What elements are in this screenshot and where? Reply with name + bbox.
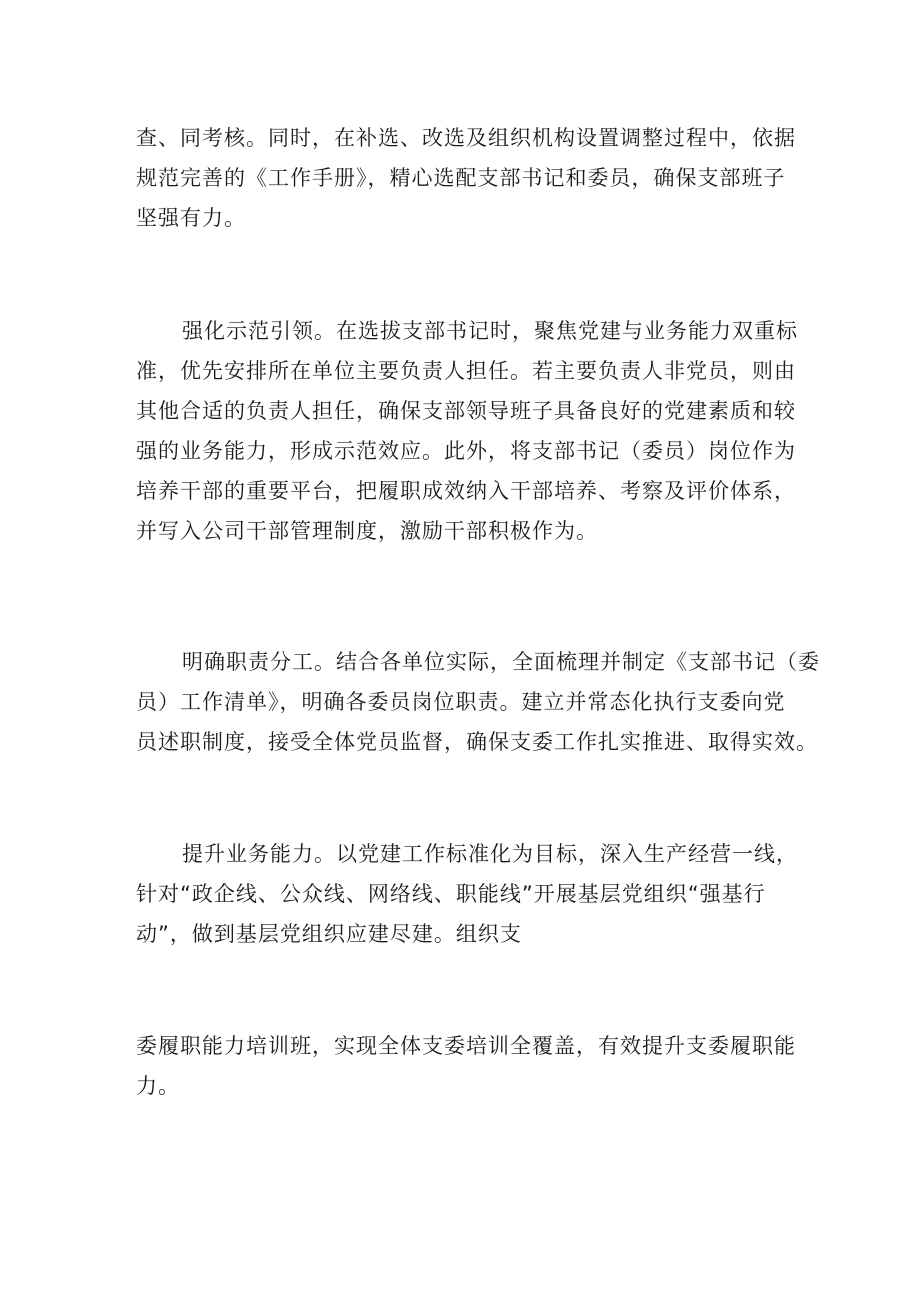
text-line: 力。 [136,1074,180,1098]
text-line: 员述职制度，接受全体党员监督，确保支委工作扎实推进、取得实效。 [136,730,818,754]
text-line: 其他合适的负责人担任，确保支部领导班子具备良好的党建素质和较 [136,399,796,423]
text-line: 准，优先安排所在单位主要负责人担任。若主要负责人非党员，则由 [136,359,796,383]
paragraph-4 [136,834,796,954]
text-line: 强化示范引领。在选拔支部书记时，聚焦党建与业务能力双重标 [182,319,798,343]
paragraph-5 [136,1026,796,1106]
text-line: 明确职责分工。结合各单位实际，全面梳理并制定《支部书记（委 [182,650,820,674]
text-line: 委履职能力培训班，实现全体支委培训全覆盖，有效提升支委履职能 [136,1034,796,1058]
text-line: 并写入公司干部管理制度，激励干部积极作为。 [136,519,598,543]
text-line: 规范完善的《工作手册》，精心选配支部书记和委员，确保支部班子 [136,166,786,190]
text-line: 动”，做到基层党组织应建尽建。组织支 [136,922,522,946]
text-line: 员）工作清单》，明确各委员岗位职责。建立并常态化执行支委向党 [136,690,786,714]
text-line: 查、同考核。同时，在补选、改选及组织机构设置调整过程中，依据 [136,126,796,150]
text-line: 培养干部的重要平台，把履职成效纳入干部培养、考察及评价体系， [136,479,796,503]
paragraph-3 [136,642,820,762]
paragraph-2 [136,311,796,551]
text-line: 提升业务能力。以党建工作标准化为目标，深入生产经营一线， [182,842,798,866]
paragraph-1 [136,118,796,238]
text-line: 强的业务能力，形成示范效应。此外，将支部书记（委员）岗位作为 [136,439,796,463]
text-line: 坚强有力。 [136,206,246,230]
text-line: 针对“政企线、公众线、网络线、职能线”开展基层党组织“强基行 [136,882,766,906]
